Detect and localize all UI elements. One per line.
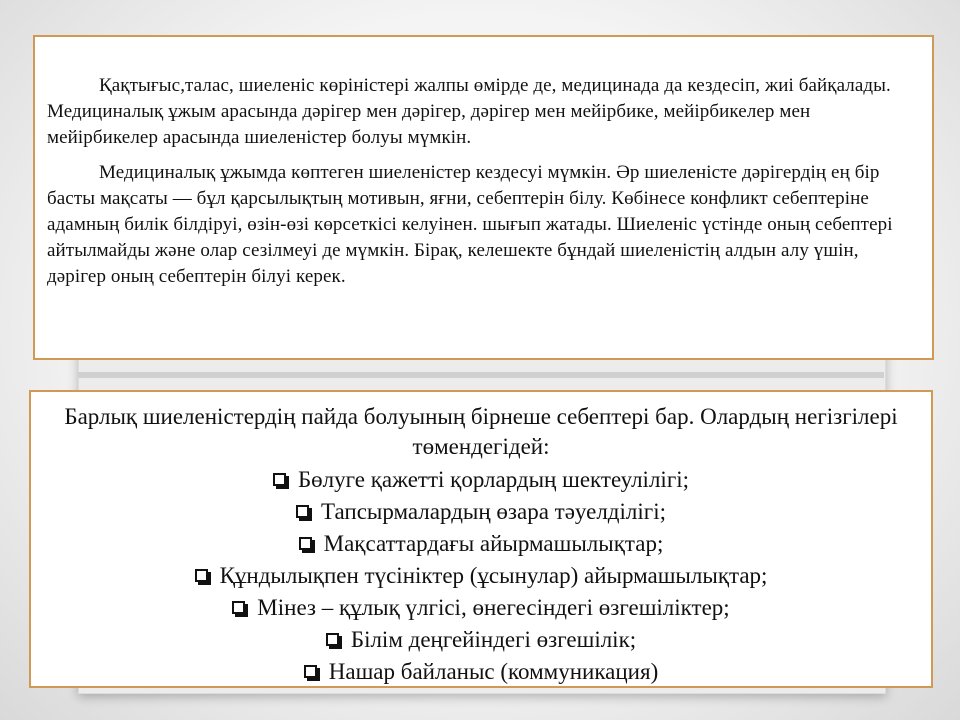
checkbox-icon: [326, 633, 339, 646]
text-box-top: [33, 35, 934, 360]
list-item: [41, 592, 921, 624]
list-item-text: Нашар байланыс (коммуникация): [328, 659, 659, 684]
paragraph-conflict-intro: Қақтығыс,талас, шиеленіс көріністері жалпы өмірде де, медицинада да кездесіп, жиі байқалады. Медициналық ұжым арасында дәрігер мен дәрігер, дәрігер мен мейірбике, мейірбикелер мен мейірбикелер арасында шиеленістер болуы мүмкін.: [47, 75, 891, 148]
background-stripe: [78, 372, 884, 378]
checkbox-icon: [273, 473, 286, 486]
paragraph-conflict-causes: Медициналық ұжымда көптеген шиеленістер кездесуі мүмкін. Әр шиеленісте дәрігердің ең бір басты мақсаты — бұл қарсылықтың мотивын, яғни, себептерін білу. Көбінесе конфликт себептеріне адамның билік білдіруі, өзін-өзі көрсеткісі келуінен. шығып жатады. Шиеленіс үстінде оның себептері айтылмайды және олар сезілмеуі де мүмкін. Бірақ, келешекте бұндай шиеленістің алдын алу үшін, дәрігер оның себептерін білуі керек.: [47, 162, 893, 287]
list-item-text: Білім деңгейіндегі өзгешілік;: [350, 627, 637, 652]
list-item: [41, 656, 921, 688]
checkbox-icon: [304, 665, 317, 678]
list-item: [41, 560, 921, 592]
list-item: [41, 624, 921, 656]
list-item: [41, 528, 921, 560]
reasons-intro: Барлық шиеленістердің пайда болуының бірнеше себептері бар. Олардың негізгілері төмендегідей:: [64, 404, 898, 459]
list-item-text: Құндылықпен түсініктер (ұсынулар) айырмашылықтар;: [219, 563, 768, 588]
checkbox-icon: [296, 505, 309, 518]
checkbox-icon: [299, 537, 312, 550]
list-item-text: Мақсаттардағы айырмашылықтар;: [323, 531, 664, 556]
list-item-text: Тапсырмалардың өзара тәуелділігі;: [321, 499, 666, 524]
list-item: [41, 496, 921, 528]
text-box-bottom: [29, 390, 933, 688]
checkbox-icon: [232, 601, 245, 614]
list-item: [41, 464, 921, 496]
list-item-text: Бөлуге қажетті қорлардың шектеулілігі;: [297, 467, 690, 492]
list-item-text: Мінез – құлық үлгісі, өнегесіндегі өзгешіліктер;: [257, 595, 730, 620]
checkbox-icon: [195, 569, 208, 582]
reasons-list: [41, 464, 921, 688]
